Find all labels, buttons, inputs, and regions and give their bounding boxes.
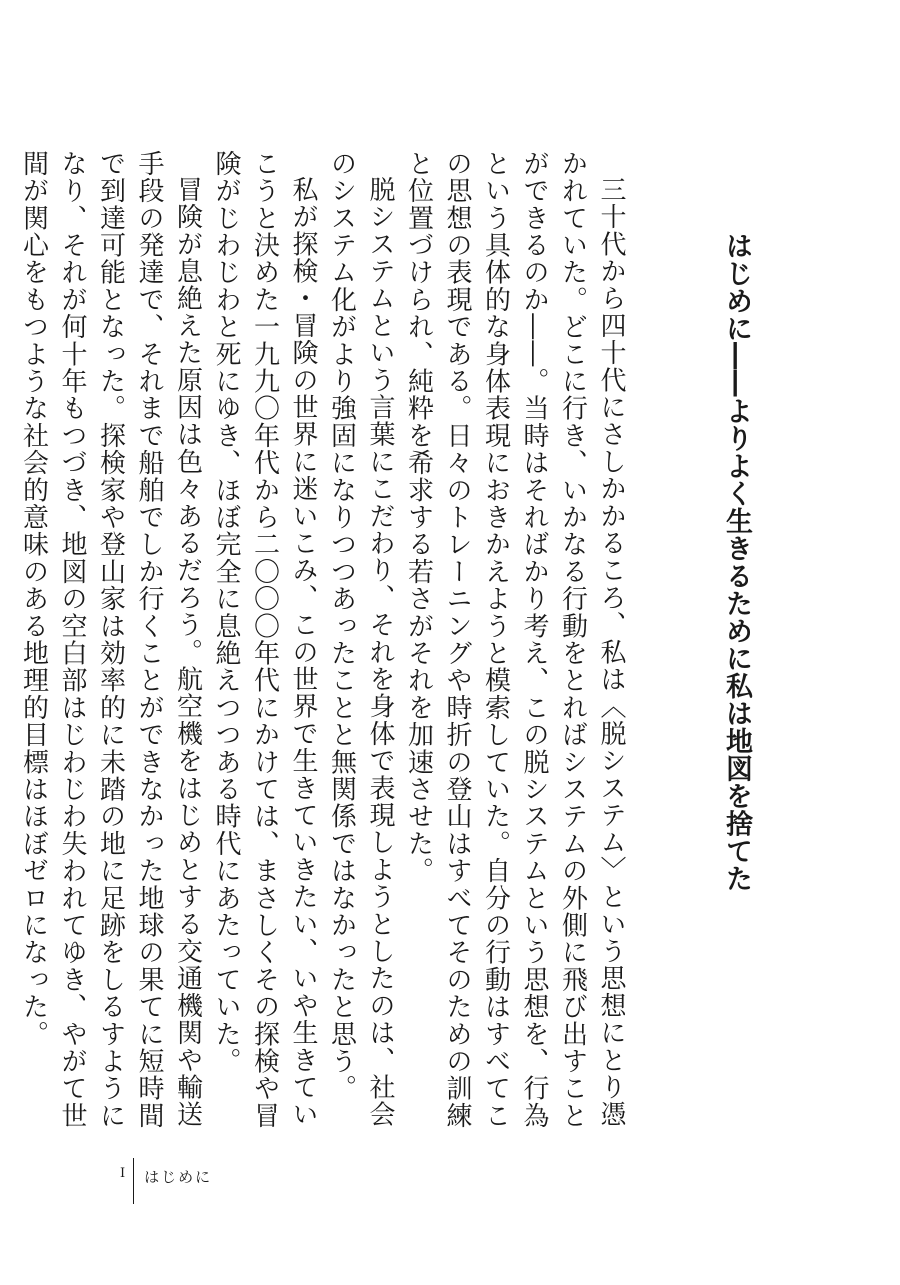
paragraph: 三十代から四十代にさしかかるころ、私は〈脱システム〉という思想にとり憑かれていた。どこに行き、いかなる行動をとればシステムの外側に飛び出すことができるのか――。当時はそればかり考え、この脱システムという思想を、行為という具体的な身体表現におきかえようと模索していた。自分の行動はすべてこの思想の表現である。日々のトレーニングや時折の登山はすべてそのための訓練と位置づけられ、純粋を希求する若さがそれを加速させた。 (403, 150, 626, 1130)
paragraph: 脱システムという言葉にこだわり、それを身体で表現しようとしたのは、社会のシステム化がより強固になりつつあったことと無関係ではなかったと思う。 (326, 150, 395, 1128)
page-number: I (120, 1166, 126, 1181)
body-text (14, 150, 630, 1130)
chapter-title: はじめに――よりよく生きるために私は地図を捨てた (721, 232, 752, 892)
paragraph: 冒険が息絶えた原因は色々あるだろう。航空機をはじめとする交通機関や輸送手段の発達で、それまで船舶でしか行くことができなかった地球の果てに短時間で到達可能となった。探検家や登山家は効率的に未踏の地に足跡をしるすようになり、それが何十年もつづき、地図の空白部はじわじわ失われてゆき、やがて世間が関心をもつような社会的意味のある地理的目標はほぼゼロになった。 (18, 150, 203, 1130)
page-footer (120, 1158, 212, 1206)
footer-section-label: はじめに (144, 1168, 213, 1186)
paragraph: 私が探検・冒険の世界に迷いこみ、この世界で生きていきたい、いや生きていこうと決めた一九九〇年代から二〇〇〇年代にかけては、まさしくその探検や冒険がじわじわと死にゆき、ほぼ完全に息絶えつつある時代にあたっていた。 (211, 150, 318, 1130)
